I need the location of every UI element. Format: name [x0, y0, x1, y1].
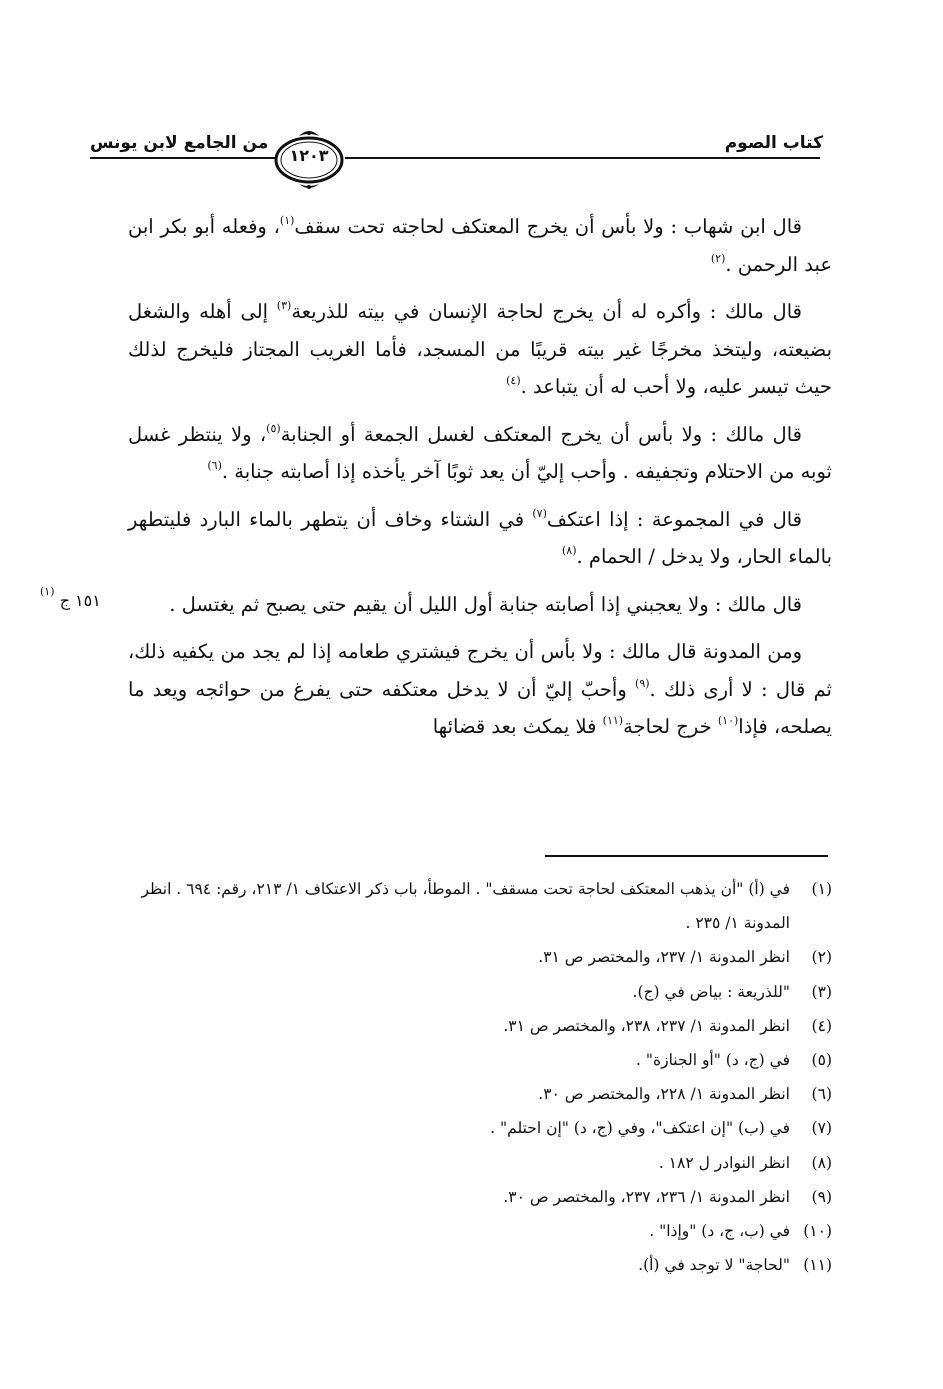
paragraph-text: إلى أهله والشغل بضيعته، وليتخذ مخرجًا غير بيته قريبًا من المسجد، فأما الغريب المجتاز فليخرج لذلك حيث تيسر عليه، ولا أحب له أن يتباعد .: [128, 300, 832, 398]
footnote-number: (٢): [811, 948, 832, 967]
paragraph-text: قال في المجموعة : إذا اعتكف: [546, 507, 803, 531]
footnote-item: [128, 1077, 832, 1111]
footnote-text: في (ب) "إن اعتكف"، وفي (ج، د) "إن احتلم" .: [490, 1119, 790, 1138]
footnote-ref[interactable]: (٣): [276, 299, 292, 312]
footnote-ref[interactable]: (١): [279, 214, 295, 227]
footnote-item: [128, 1043, 832, 1077]
footnote-item: [128, 975, 832, 1009]
footnote-item: [128, 1146, 832, 1180]
footnote-ref[interactable]: (٨): [561, 544, 577, 557]
paragraph-text: وأحبّ إليّ أن لا يدخل معتكفه حتى يفرغ من حوائجه ويعد ما يصلحه، فإذا: [128, 677, 832, 738]
page-number: ١٢٠٣: [289, 146, 329, 165]
paragraph: [128, 293, 832, 406]
paragraph: [128, 208, 832, 283]
footnote-text: انظر المدونة ١/ ٢٢٨، والمختصر ص ٣٠.: [538, 1085, 790, 1104]
footnote-text: انظر المدونة ١/ ٢٣٧، ٢٣٨، والمختصر ص ٣١.: [503, 1016, 790, 1035]
footnote-ref[interactable]: (١١): [602, 714, 624, 727]
footnote-text: "لحاجة" لا توجد في (أ).: [638, 1256, 790, 1275]
footnote-item: [128, 1111, 832, 1145]
paragraph: [128, 501, 832, 576]
footnote-item: [128, 1214, 832, 1248]
paragraph-text: قال ابن شهاب : ولا بأس أن يخرج المعتكف لحاجته تحت سقف: [294, 215, 802, 238]
footnote-number: (٨): [811, 1153, 832, 1172]
footnote-number: (٩): [811, 1187, 832, 1206]
footnote-ref[interactable]: (١٠): [717, 714, 739, 727]
footnote-ref[interactable]: (٩): [635, 676, 650, 690]
footnote-ref[interactable]: (٢): [710, 251, 726, 265]
footnote-ref[interactable]: (٦): [207, 459, 222, 472]
footnote-text: "للذريعة : بياض في (ج).: [632, 982, 790, 1001]
footnote-item: [128, 1009, 832, 1043]
footnote-number: (٤): [811, 1016, 832, 1035]
running-head-book-title: كتاب الصوم: [724, 133, 823, 153]
footnote-ref[interactable]: (٧): [532, 506, 547, 520]
footnote-text: انظر المدونة ١/ ٢٣٧، والمختصر ص ٣١.: [538, 948, 790, 967]
footnote-item: [128, 1180, 832, 1214]
paragraph: [128, 416, 832, 491]
footnote-number: (٥): [811, 1051, 832, 1070]
main-text: [128, 208, 832, 756]
footnote-ref[interactable]: (٥): [266, 421, 281, 435]
footnote-separator: [545, 855, 828, 857]
footnote-number: (٦): [811, 1085, 832, 1104]
paragraph-text: في الشتاء وخاف أن يتطهر بالماء البارد فليتطهر بالماء الحار، ولا يدخل / الحمام .: [128, 507, 832, 568]
footnote-text: انظر المدونة ١/ ٢٣٦، ٢٣٧، والمختصر ص ٣٠.: [503, 1187, 790, 1206]
footnote-item: [128, 940, 832, 974]
folio-footnote-ref: (١): [40, 585, 55, 598]
paragraph-text: ، وفعله أبو بكر ابن عبد الرحمن .: [128, 215, 832, 276]
paragraph-text: ومن المدونة قال مالك : ولا بأس أن يخرج فيشتري طعامه إذا لم يجد من يكفيه ذلك، ثم قال : لا أرى ذلك .: [128, 640, 832, 701]
folio-ref: ١٥١ ج: [59, 591, 101, 610]
paragraph-text: قال مالك : ولا بأس أن يخرج المعتكف لغسل الجمعة أو الجنابة: [280, 422, 802, 446]
header-rule-right: [345, 157, 820, 159]
paragraph: [128, 633, 832, 746]
footnotes: [128, 872, 832, 1282]
paragraph: [128, 586, 832, 624]
footnote-number: (٧): [811, 1119, 832, 1138]
footnote-text: في (ج، د) "أو الجنازة" .: [636, 1051, 790, 1070]
paragraph-text: قال مالك : وأكره له أن يخرج لحاجة الإنسان في بيته للذريعة: [291, 300, 802, 323]
footnote-ref[interactable]: (٤): [506, 374, 521, 387]
paragraph-text: فلا يمكث بعد قضائها: [432, 715, 603, 738]
paragraph-text: قال مالك : ولا يعجبني إذا أصابته جنابة أول الليل أن يقيم حتى يصبح ثم يغتسل .: [169, 592, 802, 616]
header-rule-left: [90, 157, 275, 159]
manuscript-folio-note: [40, 585, 120, 610]
footnote-item: [128, 872, 832, 940]
footnote-number: (١): [811, 880, 832, 898]
footnote-number: (٣): [811, 982, 832, 1001]
footnote-number: (١٠): [803, 1222, 832, 1241]
footnote-number: (١١): [803, 1256, 832, 1275]
paragraph-text: خرج لحاجة: [623, 715, 718, 738]
paragraph-text: ، ولا ينتظر غسل ثوبه من الاحتلام وتجفيفه . وأحب إليّ أن يعد ثوبًا آخر يأخذه إذا أصابته جنابة .: [128, 422, 832, 483]
footnote-item: [128, 1248, 832, 1282]
footnote-text: في (أ) "أن يذهب المعتكف لحاجة تحت مسقف" . الموطأ، باب ذكر الاعتكاف ١/ ٢١٣، رقم: ٦٩٤ . انظر المدونة ١/ ٢٣٥ .: [141, 880, 790, 933]
footnote-text: في (ب، ج، د) "وإذا" .: [649, 1222, 790, 1241]
footnote-text: انظر النوادر ل ١٨٢ .: [658, 1153, 790, 1172]
running-head-work-title: من الجامع لابن يونس: [90, 133, 269, 153]
